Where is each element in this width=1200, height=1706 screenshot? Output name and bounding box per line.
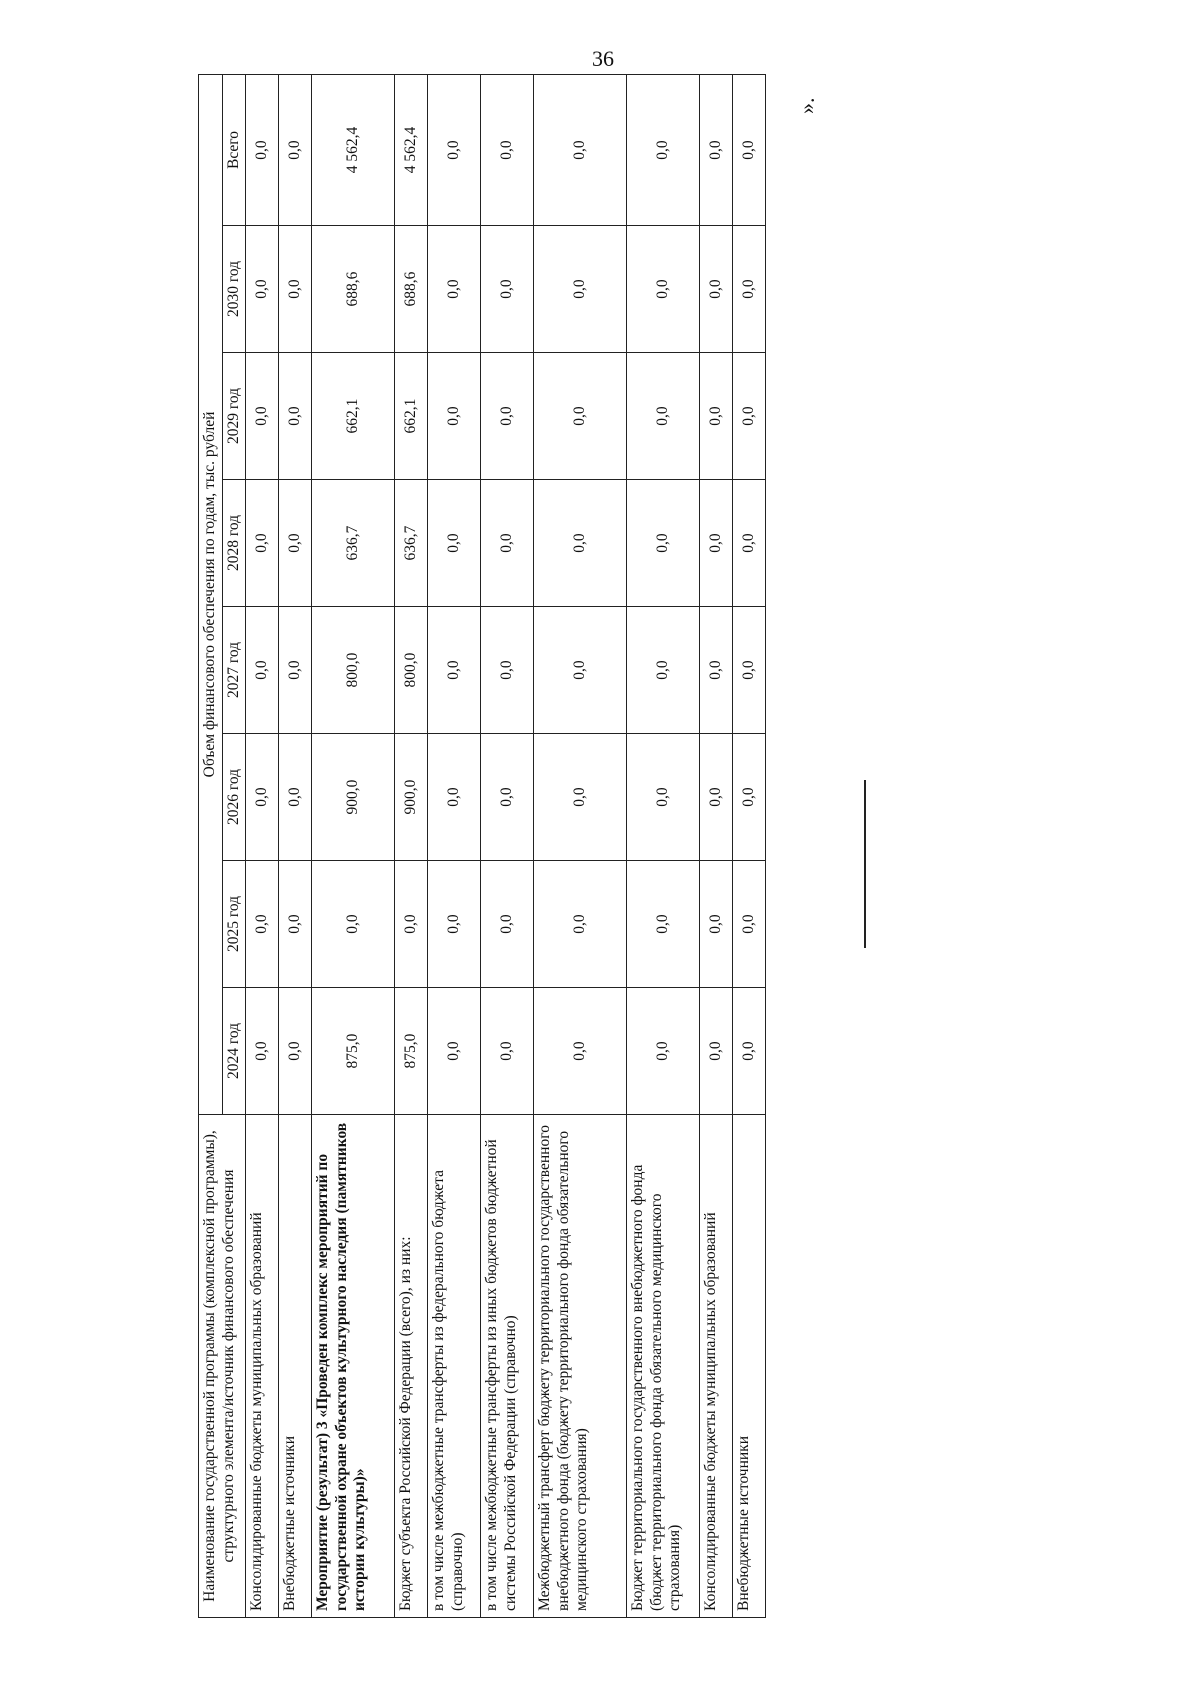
row-value: 0,0 — [733, 353, 766, 480]
row-value: 0,0 — [481, 480, 534, 607]
row-value: 662,1 — [395, 353, 428, 480]
header-year-5: 2029 год — [222, 353, 246, 480]
row-value: 636,7 — [312, 480, 395, 607]
row-value: 0,0 — [279, 226, 312, 353]
row-value: 0,0 — [279, 988, 312, 1115]
header-year-1: 2025 год — [222, 861, 246, 988]
closing-quote: ». — [794, 97, 819, 114]
row-value: 0,0 — [733, 480, 766, 607]
row-value: 0,0 — [700, 734, 733, 861]
row-value: 688,6 — [395, 226, 428, 353]
table-row — [312, 75, 395, 1618]
row-value: 0,0 — [534, 734, 627, 861]
financing-table — [198, 74, 766, 1618]
row-value: 0,0 — [700, 988, 733, 1115]
row-label: Консолидированные бюджеты муниципальных образований — [700, 1115, 733, 1618]
row-value: 875,0 — [312, 988, 395, 1115]
row-value: 0,0 — [627, 480, 700, 607]
row-value: 0,0 — [733, 861, 766, 988]
row-value: 0,0 — [627, 861, 700, 988]
row-value: 0,0 — [481, 861, 534, 988]
row-value: 0,0 — [428, 353, 481, 480]
row-value: 0,0 — [246, 861, 279, 988]
row-value: 0,0 — [246, 353, 279, 480]
row-value: 0,0 — [627, 734, 700, 861]
row-value: 636,7 — [395, 480, 428, 607]
row-value: 0,0 — [534, 353, 627, 480]
row-label: в том числе межбюджетные трансферты из иных бюджетов бюджетной системы Российской Федерации (справочно) — [481, 1115, 534, 1618]
header-year-4: 2028 год — [222, 480, 246, 607]
row-value: 0,0 — [246, 75, 279, 226]
table-row — [534, 75, 627, 1618]
row-value: 800,0 — [312, 607, 395, 734]
row-value: 0,0 — [534, 75, 627, 226]
row-value: 0,0 — [627, 75, 700, 226]
table-row — [246, 75, 279, 1618]
row-value: 0,0 — [534, 861, 627, 988]
row-value: 0,0 — [428, 734, 481, 861]
row-label: Бюджет субъекта Российской Федерации (всего), из них: — [395, 1115, 428, 1618]
row-value: 0,0 — [246, 226, 279, 353]
row-value: 0,0 — [733, 607, 766, 734]
row-value: 0,0 — [279, 861, 312, 988]
table-row — [733, 75, 766, 1618]
row-value: 0,0 — [481, 988, 534, 1115]
row-label: Консолидированные бюджеты муниципальных образований — [246, 1115, 279, 1618]
row-value: 0,0 — [481, 353, 534, 480]
row-value: 4 562,4 — [312, 75, 395, 226]
row-value: 0,0 — [428, 988, 481, 1115]
row-value: 0,0 — [534, 988, 627, 1115]
row-label: в том числе межбюджетные трансферты из федерального бюджета (справочно) — [428, 1115, 481, 1618]
row-value: 0,0 — [428, 480, 481, 607]
row-value: 0,0 — [733, 988, 766, 1115]
row-value: 0,0 — [700, 226, 733, 353]
row-value: 0,0 — [534, 480, 627, 607]
row-value: 900,0 — [312, 734, 395, 861]
row-value: 0,0 — [534, 226, 627, 353]
row-value: 0,0 — [279, 607, 312, 734]
row-label: Внебюджетные источники — [733, 1115, 766, 1618]
row-value: 0,0 — [246, 734, 279, 861]
row-value: 0,0 — [279, 75, 312, 226]
row-value: 0,0 — [700, 607, 733, 734]
row-label: Внебюджетные источники — [279, 1115, 312, 1618]
row-value: 900,0 — [395, 734, 428, 861]
row-value: 4 562,4 — [395, 75, 428, 226]
table-row — [395, 75, 428, 1618]
row-value: 0,0 — [428, 75, 481, 226]
row-value: 0,0 — [428, 861, 481, 988]
table-row — [279, 75, 312, 1618]
header-year-3: 2027 год — [222, 607, 246, 734]
row-value: 0,0 — [534, 607, 627, 734]
row-value: 0,0 — [428, 226, 481, 353]
row-label: Межбюджетный трансферт бюджету территориального государственного внебюджетного фонда (бюджету территориального фонда обязательного медицинского страхования) — [534, 1115, 627, 1618]
row-label: Бюджет территориального государственного внебюджетного фонда (бюджет территориального фонда обязательного медицинского страхования) — [627, 1115, 700, 1618]
row-value: 0,0 — [246, 988, 279, 1115]
row-value: 0,0 — [395, 861, 428, 988]
row-value: 875,0 — [395, 988, 428, 1115]
table-body — [246, 75, 766, 1618]
page-number: 36 — [592, 46, 614, 71]
row-value: 0,0 — [481, 75, 534, 226]
row-value: 0,0 — [700, 75, 733, 226]
row-value: 0,0 — [627, 226, 700, 353]
header-name-column: Наименование государственной программы (комплексной программы), структурного элемента/источник финансового обеспечения — [199, 1115, 246, 1618]
row-value: 0,0 — [246, 607, 279, 734]
row-value: 0,0 — [279, 353, 312, 480]
row-value: 0,0 — [700, 353, 733, 480]
financing-table-wrapper — [198, 75, 766, 1618]
row-value: 0,0 — [733, 734, 766, 861]
row-value: 0,0 — [733, 226, 766, 353]
row-value: 0,0 — [700, 861, 733, 988]
row-value: 0,0 — [312, 861, 395, 988]
row-value: 688,6 — [312, 226, 395, 353]
header-year-6: 2030 год — [222, 226, 246, 353]
row-value: 0,0 — [627, 607, 700, 734]
header-year-2: 2026 год — [222, 734, 246, 861]
header-year-7: Всего — [222, 75, 246, 226]
table-row — [700, 75, 733, 1618]
row-value: 0,0 — [627, 353, 700, 480]
row-label: Мероприятие (результат) 3 «Проведен комплекс мероприятий по государственной охране объектов культурного наследия (памятников истории культуры)» — [312, 1115, 395, 1618]
row-value: 0,0 — [481, 226, 534, 353]
row-value: 0,0 — [481, 607, 534, 734]
row-value: 0,0 — [246, 480, 279, 607]
table-row — [627, 75, 700, 1618]
row-value: 0,0 — [428, 607, 481, 734]
horizontal-rule — [864, 780, 866, 948]
row-value: 0,0 — [700, 480, 733, 607]
row-value: 0,0 — [279, 734, 312, 861]
row-value: 0,0 — [279, 480, 312, 607]
table-row — [428, 75, 481, 1618]
table-row — [481, 75, 534, 1618]
header-year-0: 2024 год — [222, 988, 246, 1115]
row-value: 0,0 — [481, 734, 534, 861]
row-value: 662,1 — [312, 353, 395, 480]
header-group: Объем финансового обеспечения по годам, тыс. рублей — [199, 75, 223, 1115]
row-value: 0,0 — [627, 988, 700, 1115]
row-value: 800,0 — [395, 607, 428, 734]
row-value: 0,0 — [733, 75, 766, 226]
